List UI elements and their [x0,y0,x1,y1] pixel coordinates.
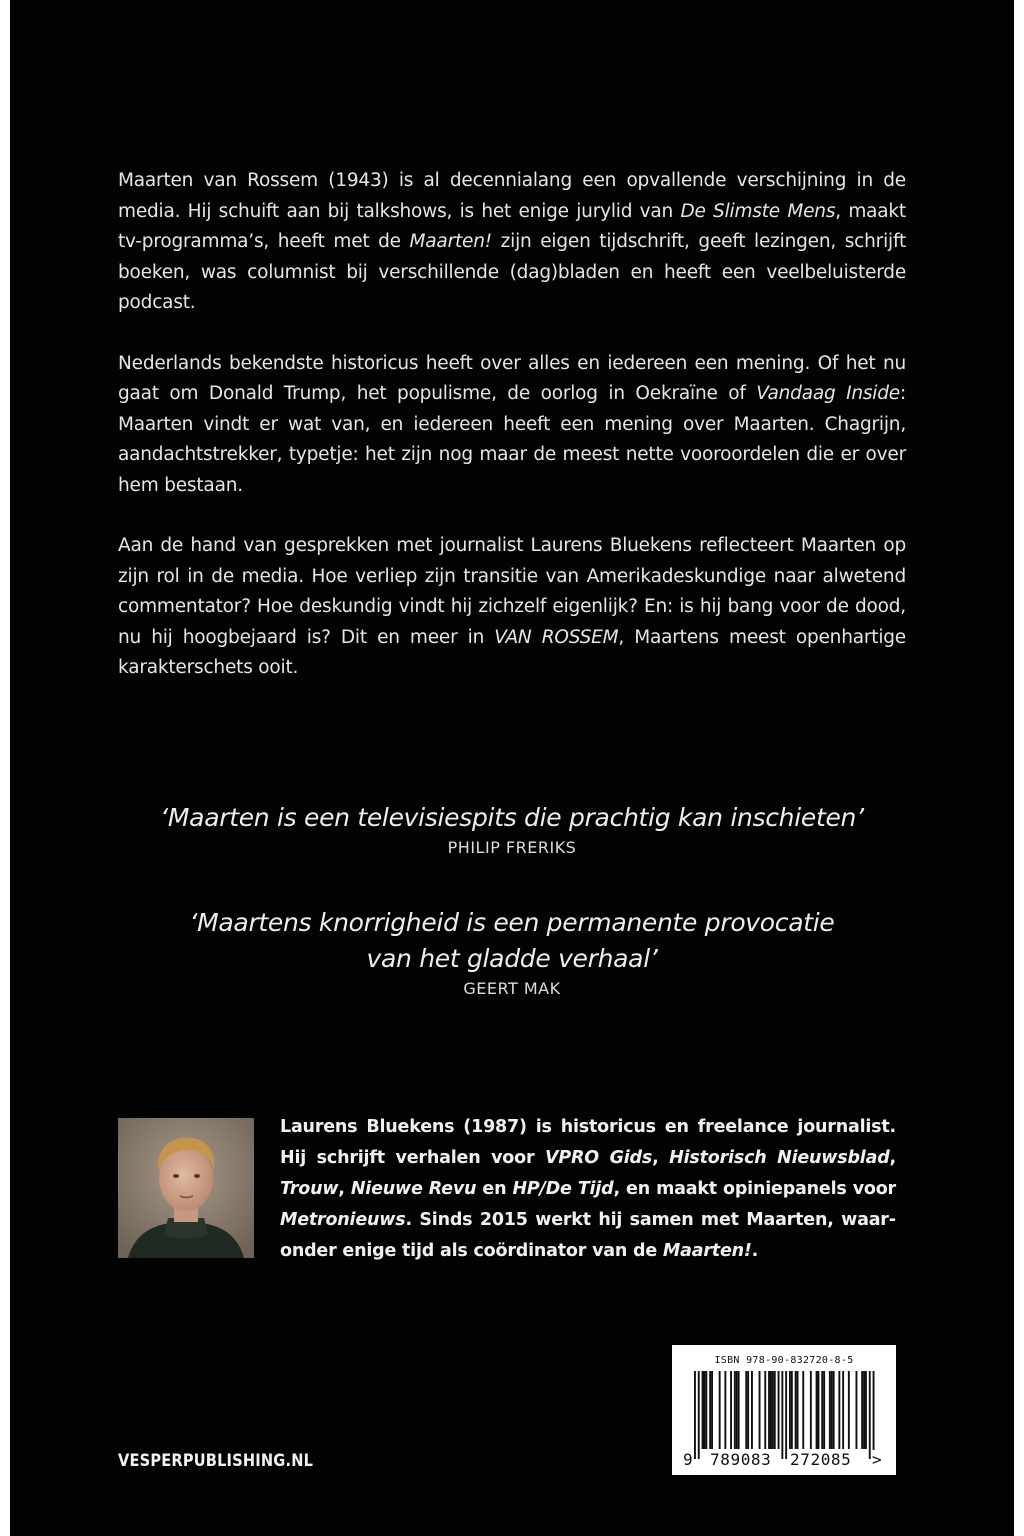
barcode-bar [789,1371,791,1449]
blurb-paragraph-1 [118,166,906,319]
barcode-bar [861,1371,863,1449]
barcode-bar [823,1371,825,1449]
review-quote-2 [10,905,1014,1000]
barcode-bar [802,1371,804,1449]
quote-text: ‘Maarten is een televisiespits die prachtig kan inschieten’ [160,803,864,832]
blurb-paragraph-2 [118,349,906,502]
italic-title: Trouw [280,1179,339,1199]
quote-author: GEERT MAK [463,979,561,998]
blurb-paragraph-3 [118,531,906,684]
text-run: Maarten van Rossem (1943) is al decennialang een opvallende verschijning in de media. Hij schuift aan bij talkshows, is het enige jurylid van [118,170,906,222]
barcode-bar [730,1371,732,1449]
text-run: Laurens Bluekens (1987) is historicus en freelance journalist. Hij schrijft verhalen voor [280,1117,896,1168]
barcode-bar [873,1371,875,1459]
barcode-bar [833,1371,835,1449]
italic-title: Maarten! [662,1241,752,1261]
quote-author: PHILIP FRERIKS [447,838,577,857]
isbn-label: ISBN 978-90-832720-8-5 [714,1355,854,1366]
italic-title: Vandaag Inside [756,383,900,404]
barcode-arrow: > [872,1450,882,1469]
barcode-bar [869,1371,871,1459]
text-run: , [652,1148,670,1168]
barcode-bar [863,1371,865,1449]
italic-title: De Slimste Mens [680,200,836,222]
italic-title: Historisch Nieuwsblad [669,1148,890,1168]
barcode-bar [704,1371,706,1449]
barcode-bar [736,1371,738,1449]
barcode-bar [797,1371,799,1449]
text-run: , [338,1179,351,1199]
barcode-bar [856,1371,858,1449]
review-quote-1 [10,800,1014,859]
publisher-website: VESPERPUBLISHING.NL [118,1451,314,1471]
barcode-bar [865,1371,867,1449]
text-run: : Maarten vindt er wat van, en iedereen heeft een mening over Maarten. Chagrijn, aandachtstrekker, typetje: het zijn nog maar de meest nette vooroordelen die er over hem bestaan. [118,383,907,496]
author-photo [118,1118,254,1258]
barcode-bar [745,1371,747,1449]
text-run: . Sinds 2015 werkt hij samen met Maarten, waaronder enige tijd als coördinator van de [280,1210,896,1261]
barcode-bar [829,1371,831,1449]
italic-title: VPRO Gids [545,1148,653,1168]
text-run: , en maakt opiniepanels voor [613,1179,896,1199]
barcode-digits [672,1450,896,1470]
quote-text-line-2: van het gladde verhaal’ [366,944,658,973]
text-run: , maakt tv-programma’s, heeft met de [118,200,906,252]
text-run: , Maartens meest openhartige karakterschets ooit. [118,626,906,678]
barcode-digits-left: 789083 [710,1450,772,1469]
barcode-bar [711,1371,713,1449]
quote-text-line-1: ‘Maartens knorrigheid is een permanente provocatie [189,908,835,937]
barcode-bar [747,1371,749,1449]
isbn-barcode [672,1345,896,1475]
barcode-digits-right: 272085 [790,1450,852,1469]
text-run: en [476,1179,513,1199]
text-run: . [751,1241,759,1261]
barcode-bar [772,1371,774,1449]
barcode-bar [816,1371,818,1449]
barcode-bar [738,1371,740,1449]
author-portrait-illustration [118,1118,254,1258]
author-bio [280,1112,896,1267]
barcode-bar [770,1371,772,1449]
book-blurb [118,166,906,714]
barcode-bar [768,1371,770,1449]
barcode-bar [848,1371,850,1449]
italic-title: HP/De Tijd [512,1179,614,1199]
barcode-bar [734,1371,736,1449]
barcode-bar [821,1371,823,1449]
barcode-bar [774,1371,776,1449]
barcode-bar [764,1371,766,1449]
barcode-bar [709,1371,711,1449]
barcode-bar [795,1371,797,1449]
italic-title: Maarten! [409,231,492,252]
barcode-bar [719,1371,721,1449]
barcode-bar [694,1371,696,1459]
text-run: , [889,1148,896,1168]
barcode-bar [705,1371,707,1449]
italic-title: Nieuwe Revu [350,1179,477,1199]
text-run: Aan de hand van gesprekken met journalist Laurens Bluekens reflecteert Maarten op zijn rol in de media. Hoe verliep zijn transitie van Amerikadeskundige naar alwetend commentator? Hoe deskundig vindt hij zichzelf eigenlijk? En: is hij bang voor de dood, nu hij hoogbejaard is? Dit en meer in [118,535,906,648]
barcode-digit-first: 9 [683,1450,693,1469]
barcode-bar [791,1371,793,1449]
barcode-bar [818,1371,820,1449]
barcode-bar [838,1371,840,1449]
barcode-bar [842,1371,844,1449]
italic-title: VAN ROSSEM [494,626,619,648]
barcode-bar [698,1371,700,1459]
text-run: Nederlands bekendste historicus heeft over alles en iedereen een mening. Of het nu gaat om Donald Trump, het populisme, de oorlog in Oekraïne of [118,352,906,404]
barcode-bar [759,1371,761,1449]
barcode-bar [781,1371,783,1459]
barcode-bar [751,1371,753,1449]
barcode-bar [831,1371,833,1449]
barcode-bar [702,1371,704,1449]
text-run: zijn eigen tijdschrift, geeft lezingen, schrijft boeken, was columnist bij verschillende (dag)bladen en heeft een veelbeluisterde podcast. [118,231,907,313]
barcode-bar [810,1371,812,1449]
back-cover [10,0,1014,1536]
barcode-bar [724,1371,726,1449]
barcode-bar [778,1371,780,1449]
italic-title: Metronieuws [280,1210,406,1230]
barcode-bar [785,1371,787,1459]
